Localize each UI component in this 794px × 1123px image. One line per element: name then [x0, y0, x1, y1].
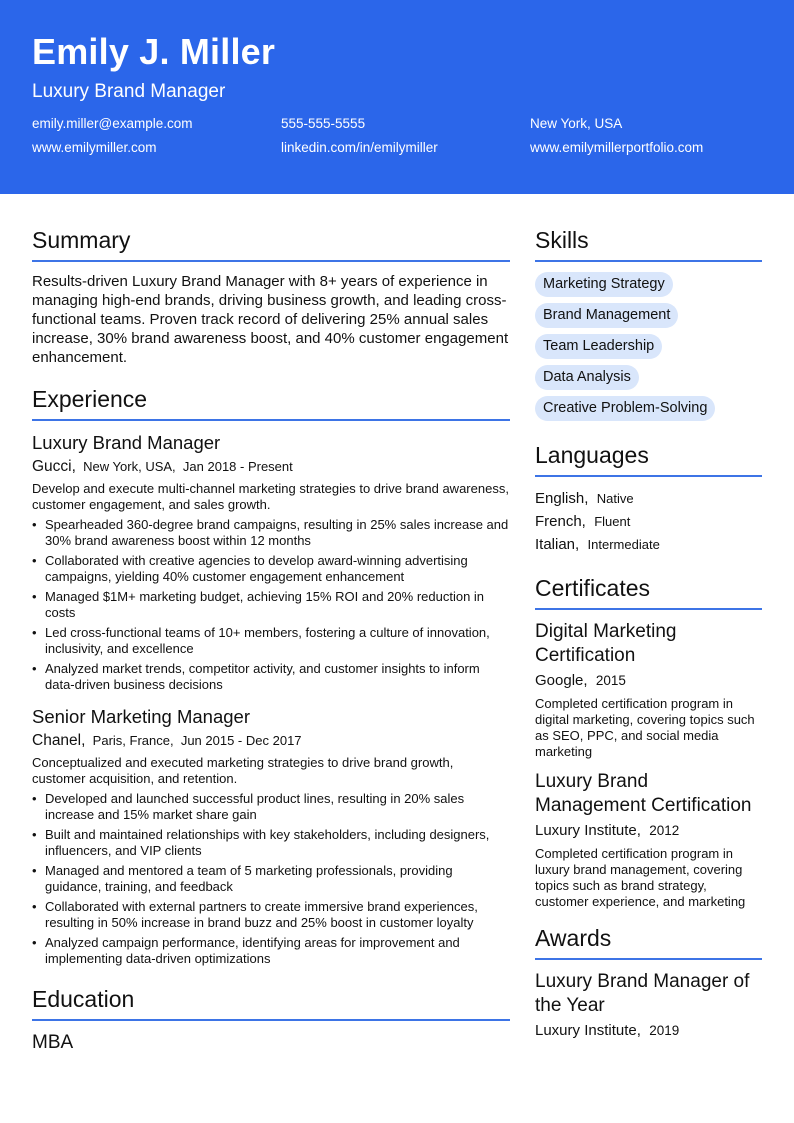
award-meta — [535, 1020, 762, 1042]
list-item: • Managed and mentored a team of 5 marketing professionals, providing guidance, training, and feedback — [45, 863, 510, 895]
website-link[interactable]: www.emilymiller.com — [32, 140, 157, 155]
language-item — [535, 510, 762, 533]
skill-chip: Brand Management — [535, 303, 678, 328]
skill-chip: Data Analysis — [535, 365, 639, 390]
certificate-description: Completed certification program in luxury brand management, covering topics such as brand strategy, customer experience, and marketing — [535, 846, 746, 909]
left-column — [32, 222, 510, 1055]
education-section — [32, 981, 510, 1055]
section-heading: Awards — [535, 920, 762, 960]
language-name: English, — [535, 490, 589, 507]
section-heading: Summary — [32, 222, 510, 262]
certificate-description: Completed certification program in digital marketing, covering topics such as SEO, PPC, and social media marketing — [535, 696, 755, 759]
job-description: Develop and execute multi-channel marketing strategies to drive brand awareness, customer engagement, and sales growth. — [32, 481, 509, 512]
job-dates: Jun 2015 - Dec 2017 — [180, 733, 302, 748]
phone-number[interactable]: 555-555-5555 — [281, 116, 366, 131]
list-item: • Developed and launched successful product lines, resulting in 20% sales increase and 15% market share gain — [45, 791, 510, 823]
certificate-issuer: Google, — [535, 672, 588, 689]
location: New York, USA — [530, 116, 623, 131]
contact-info — [32, 116, 762, 156]
job-meta — [32, 457, 510, 477]
job-meta — [32, 731, 510, 751]
skill-list — [535, 272, 762, 421]
language-name: French, — [535, 513, 586, 530]
language-list — [535, 487, 762, 556]
certificate-issuer: Luxury Institute, — [535, 822, 641, 839]
job-entry — [32, 431, 510, 693]
job-title: Senior Marketing Manager — [32, 706, 250, 727]
list-item: • Analyzed market trends, competitor activity, and customer insights to inform data-driven business decisions — [45, 661, 510, 693]
certificate-list — [535, 620, 762, 910]
portfolio-link[interactable]: www.emilymillerportfolio.com — [530, 140, 704, 155]
language-item — [535, 533, 762, 556]
job-title: Luxury Brand Manager — [32, 432, 221, 453]
company-name: Chanel, — [32, 732, 86, 749]
company-name: Gucci, — [32, 458, 76, 475]
certificate-title: Digital Marketing Certification — [535, 621, 677, 666]
linkedin-link[interactable]: linkedin.com/in/emilymiller — [281, 140, 438, 155]
award-issuer: Luxury Institute, — [535, 1022, 641, 1039]
candidate-title: Luxury Brand Manager — [32, 81, 226, 102]
language-level: Intermediate — [587, 537, 660, 552]
skill-chip: Team Leadership — [535, 334, 662, 359]
right-column — [535, 222, 762, 1052]
summary-text: Results-driven Luxury Brand Manager with 8+ years of experience in managing high-end brands, driving business growth, and leading cross-functional teams. Proven track record of delivering 25% annual sales increase, 30% brand awareness boost, and 40% customer engagement enhancement. — [32, 273, 509, 366]
languages-section — [535, 437, 762, 556]
achievement-list — [32, 791, 510, 967]
job-location: New York, USA, — [83, 459, 176, 474]
list-item: • Led cross-functional teams of 10+ members, fostering a culture of innovation, inclusivity, and excellence — [45, 625, 510, 657]
section-heading: Skills — [535, 222, 762, 262]
language-level: Native — [596, 491, 634, 506]
certificates-section — [535, 570, 762, 910]
summary-section — [32, 222, 510, 367]
awards-section — [535, 920, 762, 1042]
skill-chip: Marketing Strategy — [535, 272, 673, 297]
certificate-year: 2012 — [649, 823, 680, 838]
list-item: • Collaborated with creative agencies to develop award-winning advertising campaigns, yielding 40% customer engagement enhancement — [45, 553, 510, 585]
resume-header — [0, 0, 794, 194]
degree-name: MBA — [32, 1032, 74, 1053]
job-location: Paris, France, — [92, 733, 174, 748]
certificate-meta — [535, 670, 762, 692]
experience-section — [32, 381, 510, 967]
job-entry — [32, 705, 510, 967]
skill-chip: Creative Problem-Solving — [535, 396, 715, 421]
job-dates: Jan 2018 - Present — [182, 459, 293, 474]
award-item — [535, 970, 762, 1042]
certificate-year: 2015 — [595, 673, 626, 688]
list-item: • Managed $1M+ marketing budget, achieving 15% ROI and 20% reduction in costs — [45, 589, 510, 621]
section-heading: Certificates — [535, 570, 762, 610]
language-name: Italian, — [535, 536, 580, 553]
list-item: • Built and maintained relationships with key stakeholders, including designers, influencers, and VIP clients — [45, 827, 510, 859]
award-title: Luxury Brand Manager of the Year — [535, 971, 750, 1016]
candidate-name: Emily J. Miller — [32, 31, 276, 72]
achievement-list — [32, 517, 510, 693]
list-item: • Collaborated with external partners to create immersive brand experiences, resulting in 50% increase in brand buzz and 25% boost in customer loyalty — [45, 899, 510, 931]
certificate-item — [535, 770, 762, 910]
section-heading: Experience — [32, 381, 510, 421]
certificate-title: Luxury Brand Management Certification — [535, 771, 752, 816]
email-link[interactable]: emily.miller@example.com — [32, 116, 193, 131]
award-year: 2019 — [649, 1023, 680, 1038]
certificate-meta — [535, 820, 762, 842]
language-level: Fluent — [594, 514, 631, 529]
section-heading: Languages — [535, 437, 762, 477]
section-heading: Education — [32, 981, 510, 1021]
job-description: Conceptualized and executed marketing strategies to drive brand growth, customer acquisition, and retention. — [32, 755, 454, 786]
list-item: • Analyzed campaign performance, identifying areas for improvement and implementing data-driven optimizations — [45, 935, 510, 967]
list-item: • Spearheaded 360-degree brand campaigns, resulting in 25% sales increase and 30% brand awareness boost within 12 months — [45, 517, 510, 549]
skills-section — [535, 222, 762, 421]
certificate-item — [535, 620, 762, 760]
language-item — [535, 487, 762, 510]
